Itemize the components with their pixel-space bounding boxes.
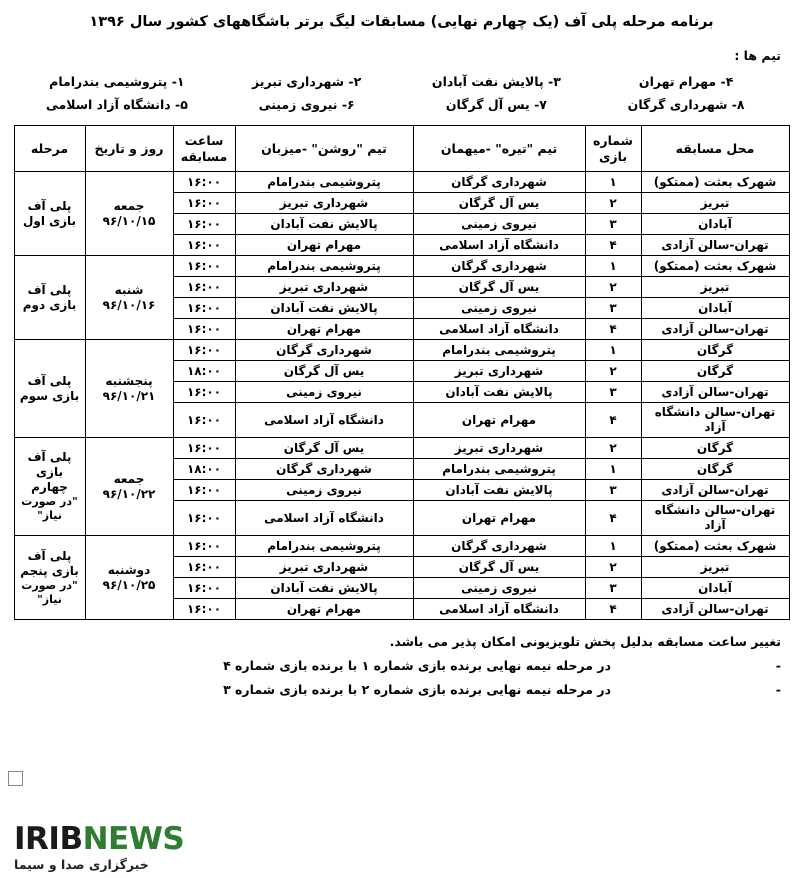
table-header-row [14, 126, 789, 172]
team-entry: ۱- پتروشیمی بندرامام [49, 73, 185, 89]
date-number: ۹۶/۱۰/۱۵ [102, 213, 156, 228]
note-semifinal-2-text: در مرحله نیمه نهایی برنده بازی شماره ۲ با برنده بازی شماره ۳ [223, 681, 611, 697]
cell-date [85, 340, 173, 438]
cell-guest: مهرام تهران [413, 501, 585, 536]
cell-stage [14, 340, 85, 438]
cell-game-no: ۱ [585, 536, 641, 557]
cell-host: شهرداری تبریز [235, 557, 413, 578]
table-row [14, 438, 789, 459]
cell-stage [14, 438, 85, 536]
cell-guest: شهرداری گرگان [413, 172, 585, 193]
note-semifinal-1 [22, 654, 781, 678]
cell-venue: گرگان [641, 438, 789, 459]
cell-date [85, 256, 173, 340]
team-entry: ۲- شهرداری تبریز [252, 73, 362, 89]
cell-time: ۱۶:۰۰ [173, 277, 235, 298]
cell-game-no: ۲ [585, 277, 641, 298]
teams-row [22, 70, 781, 94]
schedule-table-body [14, 172, 789, 620]
cell-venue: شهرک بعثت (ممتکو) [641, 172, 789, 193]
teams-row [22, 93, 781, 117]
cell-game-no: ۱ [585, 256, 641, 277]
cell-stage [14, 256, 85, 340]
cell-time: ۱۶:۰۰ [173, 578, 235, 599]
cell-guest: پتروشیمی بندرامام [413, 340, 585, 361]
cell-time: ۱۶:۰۰ [173, 172, 235, 193]
page-title: برنامه مرحله پلی آف (یک چهارم نهایی) مسابقات لیگ برتر باشگاههای کشور سال ۱۳۹۶ [89, 14, 714, 30]
cell-time: ۱۶:۰۰ [173, 480, 235, 501]
table-row [14, 172, 789, 193]
cell-host: مهرام تهران [235, 599, 413, 620]
cell-date [85, 438, 173, 536]
cell-game-no: ۲ [585, 438, 641, 459]
cell-venue: تبریز [641, 193, 789, 214]
stage-sublabel: "در صورت نیاز" [21, 495, 78, 522]
team-entry: ۷- یس آل گرگان [445, 97, 547, 113]
header-stage: مرحله [14, 126, 85, 172]
cell-host: مهرام تهران [235, 235, 413, 256]
header-date: روز و تاریخ [85, 126, 173, 172]
cell-guest: یس آل گرگان [413, 277, 585, 298]
page-corner-mark [8, 771, 23, 786]
logo-news: NEWS [82, 821, 185, 857]
cell-game-no: ۱ [585, 172, 641, 193]
table-row [14, 536, 789, 557]
cell-game-no: ۲ [585, 193, 641, 214]
cell-time: ۱۶:۰۰ [173, 501, 235, 536]
cell-time: ۱۶:۰۰ [173, 193, 235, 214]
header-guest: تیم "تیره" -میهمان [413, 126, 585, 172]
cell-host: پتروشیمی بندرامام [235, 536, 413, 557]
cell-venue: آبادان [641, 578, 789, 599]
team-entry: ۸- شهرداری گرگان [627, 97, 745, 113]
cell-host: پتروشیمی بندرامام [235, 172, 413, 193]
cell-game-no: ۴ [585, 319, 641, 340]
team-entry: ۶- نیروی زمینی [258, 97, 355, 113]
cell-stage [14, 536, 85, 620]
team-entry: ۳- پالایش نفت آبادان [431, 73, 561, 89]
cell-venue: تهران-سالن آزادی [641, 382, 789, 403]
logo-irib: IRIB [14, 821, 83, 857]
cell-time: ۱۶:۰۰ [173, 403, 235, 438]
cell-time: ۱۶:۰۰ [173, 536, 235, 557]
cell-host: شهرداری گرگان [235, 340, 413, 361]
cell-time: ۱۶:۰۰ [173, 319, 235, 340]
cell-game-no: ۳ [585, 382, 641, 403]
cell-game-no: ۴ [585, 599, 641, 620]
cell-host: پالایش نفت آبادان [235, 298, 413, 319]
cell-time: ۱۶:۰۰ [173, 438, 235, 459]
date-number: ۹۶/۱۰/۲۵ [102, 577, 156, 592]
cell-stage [14, 172, 85, 256]
cell-host: یس آل گرگان [235, 361, 413, 382]
cell-time: ۱۶:۰۰ [173, 214, 235, 235]
stage-label: پلی آف بازی اول [22, 198, 77, 228]
note-semifinal-1-text: در مرحله نیمه نهایی برنده بازی شماره ۱ با برنده بازی شماره ۴ [223, 657, 611, 673]
cell-guest: شهرداری تبریز [413, 361, 585, 382]
header-host: تیم "روشن" -میزبان [235, 126, 413, 172]
cell-game-no: ۴ [585, 501, 641, 536]
cell-date [85, 172, 173, 256]
cell-host: نیروی زمینی [235, 480, 413, 501]
teams-label: تیم ها : [734, 47, 781, 63]
cell-guest: نیروی زمینی [413, 298, 585, 319]
cell-venue: گرگان [641, 459, 789, 480]
cell-host: شهرداری تبریز [235, 277, 413, 298]
iribnews-logo [14, 821, 204, 872]
logo-wordmark [14, 821, 204, 857]
stage-label: پلی آف بازی دوم [22, 282, 77, 312]
date-day: شنبه [114, 282, 144, 297]
note-bullet: - [775, 657, 781, 673]
cell-host: پالایش نفت آبادان [235, 578, 413, 599]
cell-venue: شهرک بعثت (ممتکو) [641, 256, 789, 277]
team-entry: ۵- دانشگاه آزاد اسلامی [45, 97, 188, 113]
table-row [14, 256, 789, 277]
cell-venue: تبریز [641, 557, 789, 578]
date-number: ۹۶/۱۰/۱۶ [102, 297, 156, 312]
cell-game-no: ۳ [585, 298, 641, 319]
stage-label: پلی آف بازی چهارم [27, 450, 72, 495]
cell-guest: شهرداری گرگان [413, 256, 585, 277]
cell-venue: تهران-سالن آزادی [641, 599, 789, 620]
header-time: ساعت مسابقه [173, 126, 235, 172]
header-game-no: شماره بازی [585, 126, 641, 172]
date-day: پنجشنبه [105, 373, 153, 388]
cell-time: ۱۶:۰۰ [173, 340, 235, 361]
cell-guest: دانشگاه آزاد اسلامی [413, 235, 585, 256]
cell-venue: تهران-سالن آزادی [641, 319, 789, 340]
logo-subtitle: خبرگزاری صدا و سیما [14, 857, 149, 872]
date-day: دوشنبه [107, 562, 151, 577]
cell-date [85, 536, 173, 620]
cell-guest: پالایش نفت آبادان [413, 382, 585, 403]
cell-host: شهرداری تبریز [235, 193, 413, 214]
teams-list [22, 44, 781, 117]
cell-venue: تهران-سالن دانشگاه آزاد [641, 501, 789, 536]
cell-guest: دانشگاه آزاد اسلامی [413, 319, 585, 340]
note-broadcast: تغییر ساعت مسابقه بدلیل پخش تلویزیونی امکان پذیر می باشد. [389, 634, 781, 649]
date-day: جمعه [113, 198, 145, 213]
cell-time: ۱۶:۰۰ [173, 256, 235, 277]
cell-game-no: ۱ [585, 340, 641, 361]
cell-game-no: ۳ [585, 480, 641, 501]
cell-game-no: ۱ [585, 459, 641, 480]
cell-venue: تهران-سالن آزادی [641, 480, 789, 501]
cell-host: نیروی زمینی [235, 382, 413, 403]
cell-time: ۱۸:۰۰ [173, 459, 235, 480]
cell-host: مهرام تهران [235, 319, 413, 340]
cell-guest: یس آل گرگان [413, 557, 585, 578]
cell-time: ۱۶:۰۰ [173, 382, 235, 403]
date-day: جمعه [113, 471, 145, 486]
cell-guest: پتروشیمی بندرامام [413, 459, 585, 480]
cell-time: ۱۸:۰۰ [173, 361, 235, 382]
date-number: ۹۶/۱۰/۲۲ [102, 486, 156, 501]
cell-game-no: ۲ [585, 361, 641, 382]
cell-time: ۱۶:۰۰ [173, 298, 235, 319]
cell-guest: دانشگاه آزاد اسلامی [413, 599, 585, 620]
cell-venue: تهران-سالن دانشگاه آزاد [641, 403, 789, 438]
document-page [0, 12, 803, 878]
cell-host: دانشگاه آزاد اسلامی [235, 403, 413, 438]
notes-section [22, 630, 781, 701]
header-venue: محل مسابقه [641, 126, 789, 172]
cell-guest: مهرام تهران [413, 403, 585, 438]
cell-host: یس آل گرگان [235, 438, 413, 459]
schedule-table [14, 125, 790, 620]
cell-host: دانشگاه آزاد اسلامی [235, 501, 413, 536]
cell-host: شهرداری گرگان [235, 459, 413, 480]
cell-time: ۱۶:۰۰ [173, 557, 235, 578]
cell-venue: تهران-سالن آزادی [641, 235, 789, 256]
cell-host: پتروشیمی بندرامام [235, 256, 413, 277]
cell-venue: گرگان [641, 361, 789, 382]
stage-sublabel: "در صورت نیاز" [21, 578, 78, 606]
date-number: ۹۶/۱۰/۲۱ [102, 388, 156, 403]
cell-venue: آبادان [641, 214, 789, 235]
stage-label: پلی آف بازی سوم [19, 373, 80, 403]
cell-game-no: ۴ [585, 403, 641, 438]
cell-guest: نیروی زمینی [413, 214, 585, 235]
cell-venue: آبادان [641, 298, 789, 319]
stage-label: پلی آف بازی پنجم [20, 548, 79, 578]
cell-time: ۱۶:۰۰ [173, 599, 235, 620]
cell-game-no: ۳ [585, 214, 641, 235]
team-entry: ۴- مهرام تهران [638, 73, 734, 89]
cell-guest: شهرداری گرگان [413, 536, 585, 557]
cell-guest: نیروی زمینی [413, 578, 585, 599]
cell-game-no: ۳ [585, 578, 641, 599]
cell-guest: شهرداری تبریز [413, 438, 585, 459]
cell-time: ۱۶:۰۰ [173, 235, 235, 256]
cell-game-no: ۲ [585, 557, 641, 578]
cell-venue: گرگان [641, 340, 789, 361]
cell-guest: پالایش نفت آبادان [413, 480, 585, 501]
cell-host: پالایش نفت آبادان [235, 214, 413, 235]
cell-guest: یس آل گرگان [413, 193, 585, 214]
cell-game-no: ۴ [585, 235, 641, 256]
cell-venue: شهرک بعثت (ممتکو) [641, 536, 789, 557]
table-row [14, 340, 789, 361]
note-bullet: - [775, 681, 781, 697]
note-semifinal-2 [22, 678, 781, 702]
cell-venue: تبریز [641, 277, 789, 298]
